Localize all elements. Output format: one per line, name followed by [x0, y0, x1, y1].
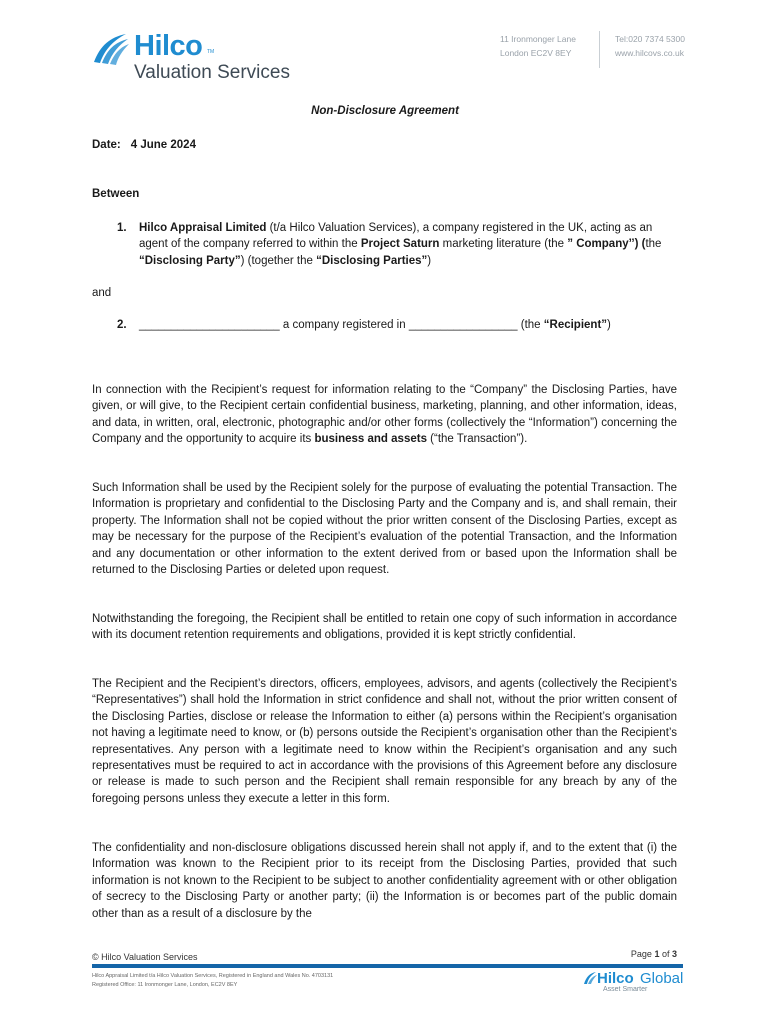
header-address [500, 32, 576, 60]
footer-copyright: © Hilco Valuation Services [92, 952, 198, 962]
paragraph-4: The Recipient and the Recipient’s directors, officers, employees, advisors, and agents (collectively the Recipient’s “Representatives”) shall hold the Information in strict confidence and shall not, without the prior written consent of the Disclosing Parties, disclose or release the Information to either (a) persons within the Recipient’s organisation not having a legitimate need to know, or (b) persons outside the Recipient’s organisation other than the Recipient’s representatives. Any person with a legitimate need to know within the Recipient’s organisation and any such representatives must be required to act in accordance with the provisions of this Agreement before any disclosure or release is made to such person and the Recipient shall remain responsible for any breach by any of the foregoing persons unless they execute a letter in this form. [92, 678, 677, 805]
party-1-number: 1. [117, 222, 127, 234]
and-text: and [92, 287, 112, 299]
header-divider [599, 31, 600, 68]
date-label: Date: [92, 139, 121, 151]
logo-hilco-text: Hilco [134, 30, 203, 62]
between-heading: Between [92, 188, 140, 200]
hilco-global-logo [583, 970, 683, 996]
project-name: Project Saturn [360, 238, 440, 251]
global-logo-global: Global [640, 970, 684, 987]
party-2-number: 2. [117, 319, 127, 331]
page-total: 3 [671, 949, 677, 959]
header-contact [615, 32, 685, 60]
footer-bar [92, 964, 683, 968]
party-1-span: ) (together the [240, 254, 317, 267]
logo-subtitle: Valuation Services [134, 62, 290, 83]
paragraph-3: Notwithstanding the foregoing, the Recipient shall be entitled to retain one copy of such information in accordance with its document retention requirements and obligations, provided it is kept strictly confidential. [92, 613, 677, 642]
page-number: 1 [654, 949, 660, 959]
business-assets-term: business and assets [314, 433, 427, 446]
date-value: 4 June 2024 [130, 139, 196, 151]
recipient-term: “Recipient” [543, 319, 608, 331]
party-2-text [139, 317, 679, 333]
hilco-global-swoosh-icon [583, 971, 597, 985]
logo-trademark: TM [207, 49, 215, 55]
registration-line-1: Hilco Appraisal Limited t/a Hilco Valuation Services, Registered in England and Wales No. 4703131 [92, 973, 334, 979]
paragraph-5: The confidentiality and non-disclosure obligations discussed herein shall not apply if, and to the extent that (i) the Information was known to the Recipient prior to its receipt from the Disclosing Parties, provided that such information is not known to the Recipient to be subject to another confidentiality agreement with or other obligation of secrecy to the Disclosing Party or another party; (ii) the Information is or becomes part of the public domain other than as a result of a disclosure by the [92, 842, 677, 920]
party-1-name: Hilco Appraisal Limited [139, 222, 267, 234]
hilco-valuation-logo [92, 30, 322, 86]
date-line [92, 137, 196, 153]
global-logo-hilco: Hilco [597, 970, 634, 987]
party-1-span: ) [427, 254, 432, 267]
company-term: ” Company’’) ( [567, 238, 646, 251]
page-prefix: Page [630, 949, 655, 959]
page-of: of [659, 949, 672, 959]
global-logo-tagline: Asset Smarter [603, 986, 648, 993]
party-1-span: marketing literature (the [439, 238, 568, 251]
registration-line-2: Registered Office: 11 Ironmonger Lane, London, EC2V 8EY [92, 982, 238, 988]
hilco-swoosh-icon [92, 32, 130, 66]
party-2-span: ______________________ a company registered in _________________ (the [139, 319, 544, 331]
header-website[interactable]: www.hilcovs.co.uk [615, 48, 684, 58]
document-title: Non-Disclosure Agreement [311, 105, 459, 117]
address-line-2: London EC2V 8EY [500, 48, 572, 58]
party-1-span: the [645, 238, 662, 251]
address-line-1: 11 Ironmonger Lane [500, 34, 576, 44]
registration-text [92, 972, 333, 990]
paragraph-1-span: In connection with the Recipient’s request for information relating to the “Company” the Disclosing Parties, have given, or will give, to the Recipient certain confidential business, marketing, planning, and other information, ideas, and data, in written, oral, electronic, photographic and/or other forms (collectively the “Information”) concerning the Company and the opportunity to acquire its [92, 384, 677, 446]
paragraph-2: Such Information shall be used by the Recipient solely for the purpose of evaluating the potential Transaction. The Information is proprietary and confidential to the Disclosing Party and the Company and is, and shall remain, their property. The Information shall not be copied without the prior written consent of the Disclosing Parties, except as may be necessary for the purpose of the Recipient’s evaluation of the potential Transaction, and the Information and any documentation or other information to the extent derived from or based upon the Information shall be returned to the Disclosing Parties or deleted upon request. [92, 482, 677, 577]
disclosing-party-term: “Disclosing Party” [139, 254, 241, 267]
header-tel: Tel:020 7374 5300 [615, 34, 685, 44]
party-1-span: (t/a Hilco Valuation Services), a company registered in the UK, acting as an agent of the company referred to within the [139, 222, 653, 251]
paragraph-1 [92, 382, 677, 448]
paragraph-1-span: (“the Transaction”). [426, 433, 528, 446]
party-1-text [139, 220, 679, 269]
disclosing-parties-term: “Disclosing Parties” [316, 254, 428, 267]
party-2-span: ) [607, 319, 611, 331]
page-indicator [631, 949, 677, 959]
